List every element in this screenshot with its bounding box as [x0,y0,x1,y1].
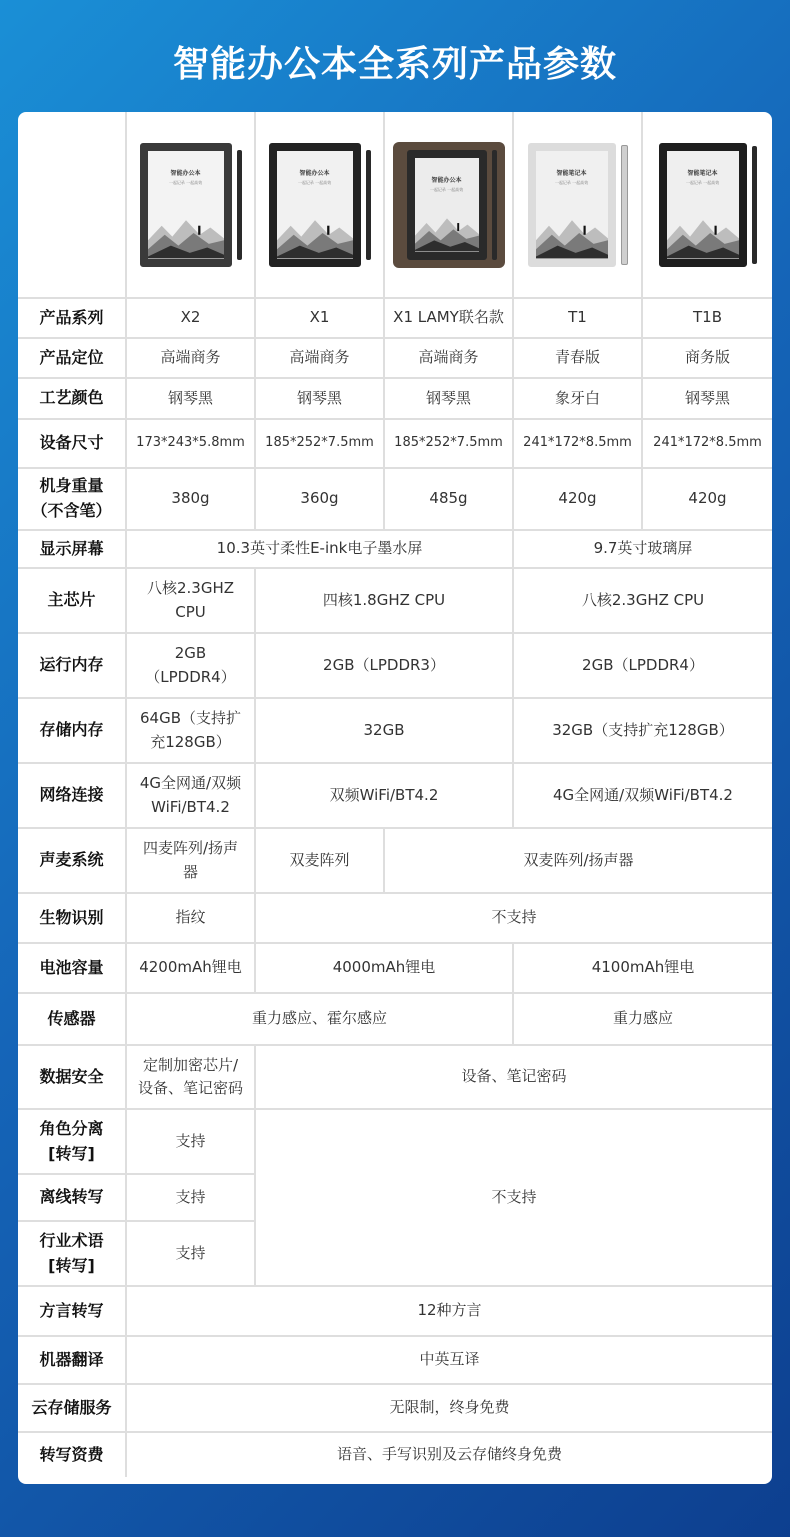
spec-value: 中英互译 [126,1336,772,1384]
row-label: 传感器 [18,993,126,1045]
spec-value: 双麦阵列 [255,828,384,893]
spec-row [18,943,772,993]
row-label: 运行内存 [18,633,126,698]
screen-title: 智能笔记本 [556,169,587,177]
row-label: 工艺颜色 [18,378,126,419]
row-label: 云存储服务 [18,1384,126,1432]
spec-table [18,112,772,1477]
row-label: 数据安全 [18,1045,126,1109]
spec-row [18,1384,772,1432]
screen-subtitle: 一起记录 一起高效 [168,179,203,185]
row-label: 设备尺寸 [18,419,126,468]
device-screen [659,143,747,267]
spec-value: 2GB （LPDDR4） [126,633,255,698]
spec-row [18,993,772,1045]
spec-value: 241*172*8.5mm [513,419,642,468]
spec-row [18,763,772,828]
spec-value: 双频WiFi/BT4.2 [255,763,513,828]
spec-value: 4G全网通/双频WiFi/BT4.2 [513,763,772,828]
spec-value: 32GB（支持扩充128GB） [513,698,772,763]
stylus-pen [492,150,497,260]
spec-row [18,828,772,893]
spec-value: 钢琴黑 [126,378,255,419]
spec-value: 八核2.3GHZ CPU [126,568,255,633]
spec-row [18,1336,772,1384]
screen-subtitle: 一起记录 一起高效 [685,179,720,185]
spec-value: 指纹 [126,893,255,943]
spec-value: 420g [513,468,642,530]
spec-value: 高端商务 [384,338,513,378]
row-label: 电池容量 [18,943,126,993]
spec-value: 4000mAh锂电 [255,943,513,993]
spec-value: X1 [255,298,384,338]
product-image-cell [642,112,772,298]
row-label: 产品系列 [18,298,126,338]
spec-value: 语音、手写识别及云存储终身免费 [126,1432,772,1477]
row-label: 产品定位 [18,338,126,378]
screen-subtitle: 一起记录 一起高效 [297,179,332,185]
spec-value: 支持 [126,1109,255,1174]
row-label: 生物识别 [18,893,126,943]
spec-row [18,338,772,378]
row-label: 机器翻译 [18,1336,126,1384]
spec-value: 象牙白 [513,378,642,419]
spec-value: X2 [126,298,255,338]
spec-value: T1 [513,298,642,338]
stylus-pen [621,145,628,265]
row-label: 主芯片 [18,568,126,633]
product-image [256,143,383,267]
spec-value: X1 LAMY联名款 [384,298,513,338]
spec-value: 185*252*7.5mm [255,419,384,468]
stylus-pen [237,150,242,260]
mountain-illustration [277,213,353,258]
device-screen [528,143,616,267]
row-label: 声麦系统 [18,828,126,893]
leather-folio [393,142,505,268]
spec-value: 2GB（LPDDR3） [255,633,513,698]
row-label: 角色分离 [转写] [18,1109,126,1174]
spec-value: 重力感应、霍尔感应 [126,993,513,1045]
mountain-illustration [148,213,224,258]
product-image-cell [255,112,384,298]
product-image-cell [513,112,642,298]
spec-value: 定制加密芯片/ 设备、笔记密码 [126,1045,255,1109]
screen-subtitle: 一起记录 一起高效 [554,179,589,185]
spec-value: 360g [255,468,384,530]
product-image [385,142,512,268]
spec-value: 32GB [255,698,513,763]
spec-value: 八核2.3GHZ CPU [513,568,772,633]
product-image-row [18,112,772,298]
spec-value: 钢琴黑 [642,378,772,419]
row-label: 行业术语 [转写] [18,1221,126,1286]
row-label: 显示屏幕 [18,530,126,568]
spec-row [18,698,772,763]
mountain-illustration [415,212,479,251]
mountain-illustration [536,213,608,258]
spec-value: 380g [126,468,255,530]
spec-value: 设备、笔记密码 [255,1045,772,1109]
spec-value: 420g [642,468,772,530]
spec-value: 64GB（支持扩 充128GB） [126,698,255,763]
spec-row [18,1045,772,1109]
spec-row [18,568,772,633]
screen-title: 智能笔记本 [687,169,718,177]
spec-value: 高端商务 [126,338,255,378]
spec-row [18,419,772,468]
device-screen [407,150,487,260]
screen-subtitle: 一起记录 一起高效 [429,186,464,192]
product-image-cell [384,112,513,298]
spec-row [18,1109,772,1174]
spec-table-card [18,112,772,1484]
spec-value: 四核1.8GHZ CPU [255,568,513,633]
spec-value: 钢琴黑 [384,378,513,419]
spec-row [18,633,772,698]
row-label: 转写资费 [18,1432,126,1477]
row-label: 网络连接 [18,763,126,828]
spec-value: 4100mAh锂电 [513,943,772,993]
mountain-illustration [667,213,739,258]
spec-value: 重力感应 [513,993,772,1045]
spec-value: 185*252*7.5mm [384,419,513,468]
stylus-pen [366,150,371,260]
row-label: 离线转写 [18,1174,126,1221]
spec-value: 241*172*8.5mm [642,419,772,468]
spec-value: 双麦阵列/扬声器 [384,828,772,893]
spec-row [18,1286,772,1336]
spec-value: 173*243*5.8mm [126,419,255,468]
spec-value: 青春版 [513,338,642,378]
spec-value: 4200mAh锂电 [126,943,255,993]
spec-value: 四麦阵列/扬声 器 [126,828,255,893]
row-label: 方言转写 [18,1286,126,1336]
spec-row [18,530,772,568]
spec-row [18,1432,772,1477]
spec-value: T1B [642,298,772,338]
product-image [127,143,254,267]
page-title: 智能办公本全系列产品参数 [172,44,617,85]
product-image-cell [126,112,255,298]
spec-value: 4G全网通/双频 WiFi/BT4.2 [126,763,255,828]
corner-cell [18,112,126,298]
spec-row [18,893,772,943]
spec-value: 485g [384,468,513,530]
screen-title: 智能办公本 [431,176,462,184]
spec-value: 12种方言 [126,1286,772,1336]
spec-value: 支持 [126,1221,255,1286]
spec-row [18,298,772,338]
screen-title: 智能办公本 [170,169,201,177]
spec-value: 钢琴黑 [255,378,384,419]
spec-value: 高端商务 [255,338,384,378]
row-label: 存储内存 [18,698,126,763]
spec-row [18,378,772,419]
spec-value: 无限制，终身免费 [126,1384,772,1432]
spec-row [18,468,772,530]
spec-value-merged: 不支持 [255,1109,772,1286]
spec-value: 商务版 [642,338,772,378]
stylus-pen [752,146,757,264]
device-screen [269,143,361,267]
product-image [514,143,641,267]
screen-title: 智能办公本 [299,169,330,177]
product-image [643,143,772,267]
spec-value: 9.7英寸玻璃屏 [513,530,772,568]
device-screen [140,143,232,267]
row-label: 机身重量 （不含笔） [18,468,126,530]
spec-value: 不支持 [255,893,772,943]
spec-value: 10.3英寸柔性E-ink电子墨水屏 [126,530,513,568]
spec-value: 支持 [126,1174,255,1221]
spec-value: 2GB（LPDDR4） [513,633,772,698]
